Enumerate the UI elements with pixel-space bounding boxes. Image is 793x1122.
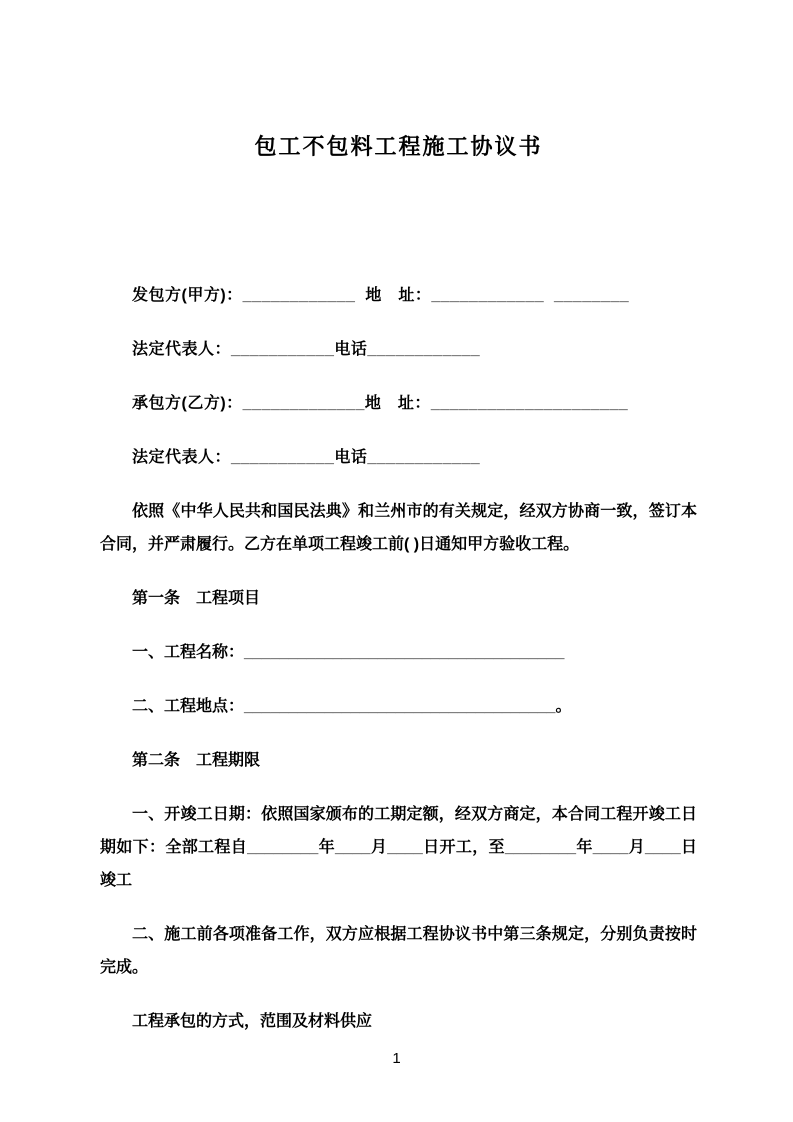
document-body: [100, 279, 697, 1038]
commencement-date-paragraph: 一、开竣工日期：依照国家颁布的工期定额，经双方商定，本合同工程开竣工日期如下：全部工程自________年____月____日开工，至________年____月____日竣工: [100, 806, 697, 889]
page-number: 1: [392, 1050, 401, 1067]
contract-scope-line: 工程承包的方式，范围及材料供应: [132, 1013, 373, 1030]
field-line-contractor: 承包方(乙方)：_____________地 址：_____________________: [132, 395, 629, 412]
field-line-legal-representative-a: 法定代表人：___________电话____________: [132, 341, 481, 358]
project-location-line: 二、工程地点：___________________________________。: [132, 698, 572, 715]
intro-paragraph: 依照《中华人民共和国民法典》和兰州市的有关规定，经双方协商一致，签订本合同，并严肃履行。乙方在单项工程竣工前( )日通知甲方验收工程。: [100, 503, 697, 553]
document-title: 包工不包料工程施工协议书: [254, 134, 543, 159]
preparation-work-paragraph: 二、施工前各项准备工作，双方应根据工程协议书中第三条规定，分别负责按时完成。: [100, 926, 697, 976]
field-line-employer: 发包方(甲方)：____________ 地 址：____________ ________: [132, 287, 630, 304]
field-line-legal-representative-b: 法定代表人：___________电话____________: [132, 449, 481, 466]
clause-2-heading: 第二条 工程期限: [132, 752, 261, 769]
project-name-line: 一、工程名称：____________________________________: [132, 644, 565, 661]
clause-1-heading: 第一条 工程项目: [132, 590, 261, 607]
